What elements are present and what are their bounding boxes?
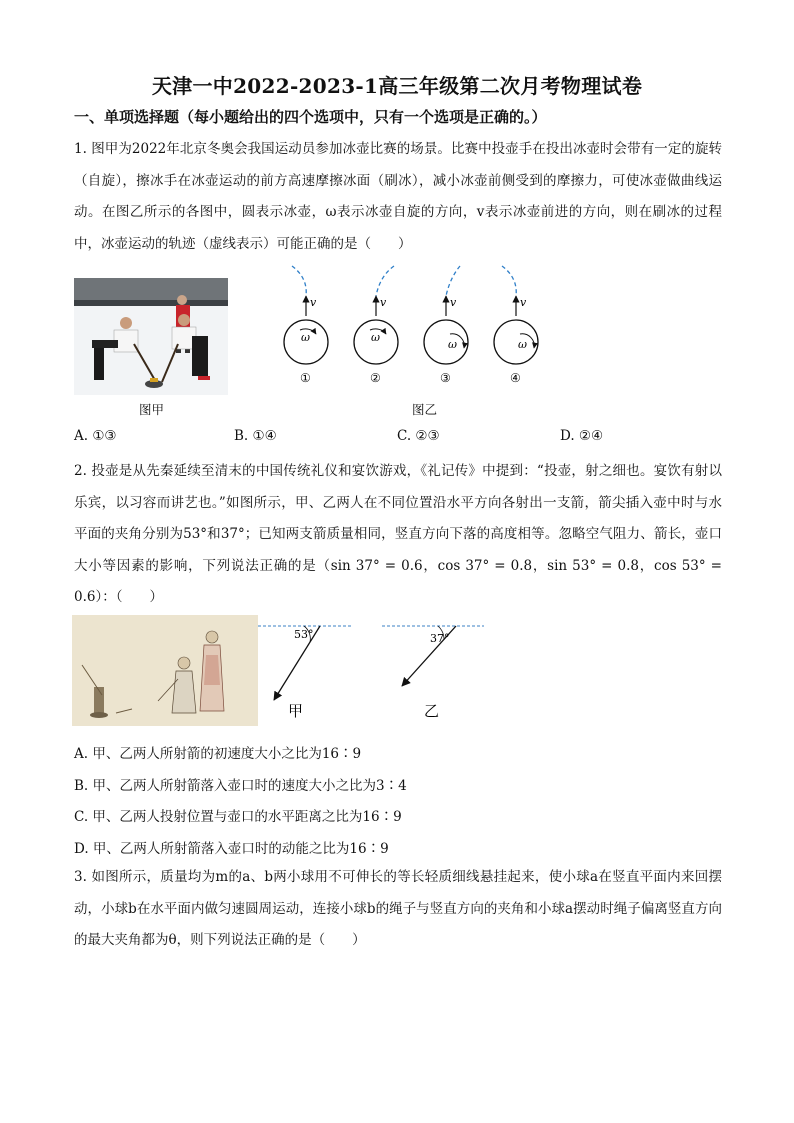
q1-option-c[interactable]: C. ②③ <box>397 428 440 444</box>
trajectory-2 <box>376 266 394 296</box>
q1-option-a[interactable]: A. ①③ <box>74 428 117 444</box>
question-1-text: 1. 图甲为2022年北京冬奥会我国运动员参加冰壶比赛的场景。比赛中投壶手在投出冰壶时会带有一定的旋转（自旋），擦冰手在冰壶运动的前方高速摩擦冰面（刷冰），减小冰壶前侧受到的摩擦力，可使冰壶做曲线运动。在图乙所示的各图中，圆表示冰壶，ω表示冰壶自旋的方向，v表示冰壶前进的方向，则在刷冰的过程中，冰壶运动的轨迹（虚线表示）可能正确的是（ ） <box>74 141 722 252</box>
angle-label-53: 53° <box>294 628 314 641</box>
trajectory-3 <box>446 266 460 296</box>
omega-label-4: ω <box>518 338 527 351</box>
q2-option-a[interactable]: A. 甲、乙两人所射箭的初速度大小之比为16∶9 <box>74 746 362 762</box>
trajectory-4 <box>502 266 516 296</box>
circle-number-4: ④ <box>510 371 521 385</box>
q2-option-b[interactable]: B. 甲、乙两人所射箭落入壶口时的速度大小之比为3∶4 <box>74 778 407 794</box>
question-2-text: 2. 投壶是从先秦延续至清末的中国传统礼仪和宴饮游戏，《礼记传》中提到：“投壶，射之细也。宴饮有射以乐宾，以习容而讲艺也。”如图所示，甲、乙两人在不同位置沿水平方向各射出一支箭，箭尖插入壶中时与水平面的夹角分别为53°和37°；已知两支箭质量相同，竖直方向下落的高度相等。忽略空气阻力、箭长，壶口大小等因素的影响，下列说法正确的是（sin 37° = 0.6，cos 37° = 0.8，sin 53° = 0.8，cos 53° = 0.6）：（ ） <box>74 463 722 605</box>
v-label-1: v <box>310 296 317 309</box>
section-heading: 一、单项选择题（每小题给出的四个选项中，只有一个选项是正确的。） <box>74 108 547 126</box>
omega-label-3: ω <box>448 338 457 351</box>
q2-option-c[interactable]: C. 甲、乙两人投射位置与壶口的水平距离之比为16∶9 <box>74 809 402 825</box>
figure-b-caption: 图乙 <box>412 402 438 417</box>
angle-label-37: 37° <box>430 632 450 645</box>
q1-option-b[interactable]: B. ①④ <box>234 428 277 444</box>
omega-label-2: ω <box>371 331 380 344</box>
figure-b-diagram <box>270 262 560 392</box>
circle-number-2: ② <box>370 371 381 385</box>
arrow-angle-diagram <box>258 618 498 722</box>
v-label-2: v <box>380 296 387 309</box>
circle-diagram-1 <box>284 266 328 364</box>
circle-number-1: ① <box>300 371 311 385</box>
v-label-3: v <box>450 296 457 309</box>
figure-a-caption: 图甲 <box>139 402 165 417</box>
circle-diagram-3 <box>424 266 468 364</box>
touhu-painting <box>72 615 258 726</box>
curling-photo <box>74 278 228 395</box>
label-yi: 乙 <box>424 702 440 720</box>
q1-option-d[interactable]: D. ②④ <box>560 428 604 444</box>
trajectory-1 <box>292 266 306 296</box>
exam-title: 天津一中2022-2023-1高三年级第二次月考物理试卷 <box>151 74 643 98</box>
v-label-4: v <box>520 296 527 309</box>
omega-label-1: ω <box>301 331 310 344</box>
circle-diagram-4 <box>494 266 538 364</box>
question-3-text: 3. 如图所示，质量均为m的a、b两小球用不可伸长的等长轻质细线悬挂起来，使小球a在竖直平面内来回摆动，小球b在水平面内做匀速圆周运动，连接小球b的绳子与竖直方向的夹角和小球a摆动时绳子偏离竖直方向的最大夹角都为θ，则下列说法正确的是（ ） <box>74 869 722 948</box>
label-jia: 甲 <box>288 702 304 720</box>
circle-diagram-2 <box>354 266 398 364</box>
circle-number-3: ③ <box>440 371 451 385</box>
q2-option-d[interactable]: D. 甲、乙两人所射箭落入壶口时的动能之比为16∶9 <box>74 841 389 857</box>
